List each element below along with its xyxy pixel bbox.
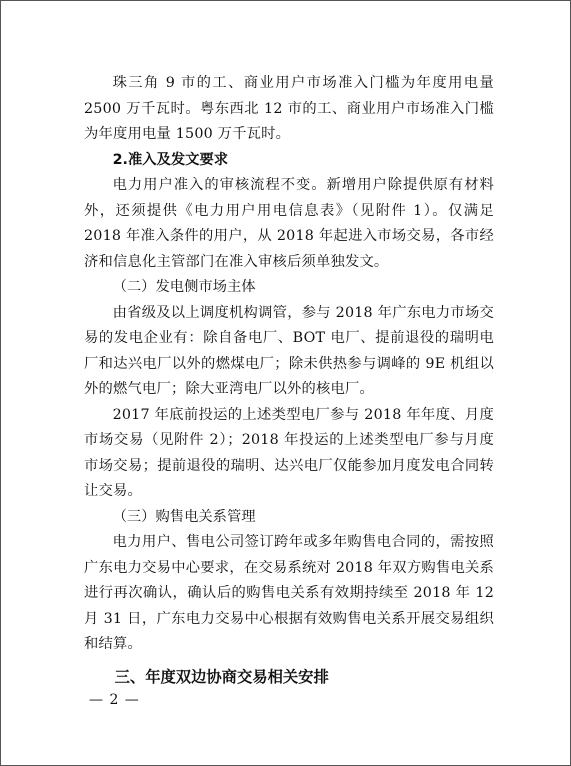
paragraph-generation-enterprises: 由省级及以上调度机构调管，参与 2018 年广东电力市场交易的发电企业有：除自备电厂、BOT 电厂、提前退役的瑞明电厂和达兴电厂以外的燃煤电厂；除未供热参与调峰的 9E 机组以外的燃气电厂；除大亚湾电厂以外的核电厂。 — [84, 304, 494, 397]
heading-bilateral-negotiation: 三、年度双边协商交易相关安排 — [114, 667, 329, 686]
paragraph-access-review: 电力用户准入的审核流程不变。新增用户除提供原有材料外，还须提供《电力用户用电信息表》（见附件 1）。仅满足 2018 年准入条件的用户，从 2018 年起进入市场交易，各市经济和信息化主管部门在准入审核后须单独发文。 — [84, 177, 494, 270]
heading-access-and-notice: 2.准入及发文要求 — [112, 151, 229, 168]
paragraph-access-threshold: 珠三角 9 市的工、商业用户市场准入门槛为年度用电量 2500 万千瓦时。粤东西北 12 市的工、商业用户市场准入门槛为年度用电量 1500 万千瓦时。 — [84, 75, 494, 142]
heading-purchase-sale-relations: （三）购售电关系管理 — [112, 508, 256, 525]
paragraph-purchase-sale-contracts: 电力用户、售电公司签订跨年或多年购售电合同的，需按照广东电力交易中心要求，在交易系统对 2018 年双方购售电关系进行再次确认，确认后的购售电关系有效期持续至 2018 年 12 月 31 日，广东电力交易中心根据有效购售电关系开展交易组织和结算。 — [84, 534, 494, 652]
document-body — [84, 71, 494, 691]
paragraph-commissioned-plants: 2017 年底前投运的上述类型电厂参与 2018 年年度、月度市场交易（见附件 2）；2018 年投运的上述类型电厂参与月度市场交易；提前退役的瑞明、达兴电厂仅能参加月度发电合同转让交易。 — [84, 406, 494, 499]
heading-generation-side: （二）发电侧市场主体 — [112, 279, 256, 295]
page-number: — 2 — — [89, 692, 140, 708]
